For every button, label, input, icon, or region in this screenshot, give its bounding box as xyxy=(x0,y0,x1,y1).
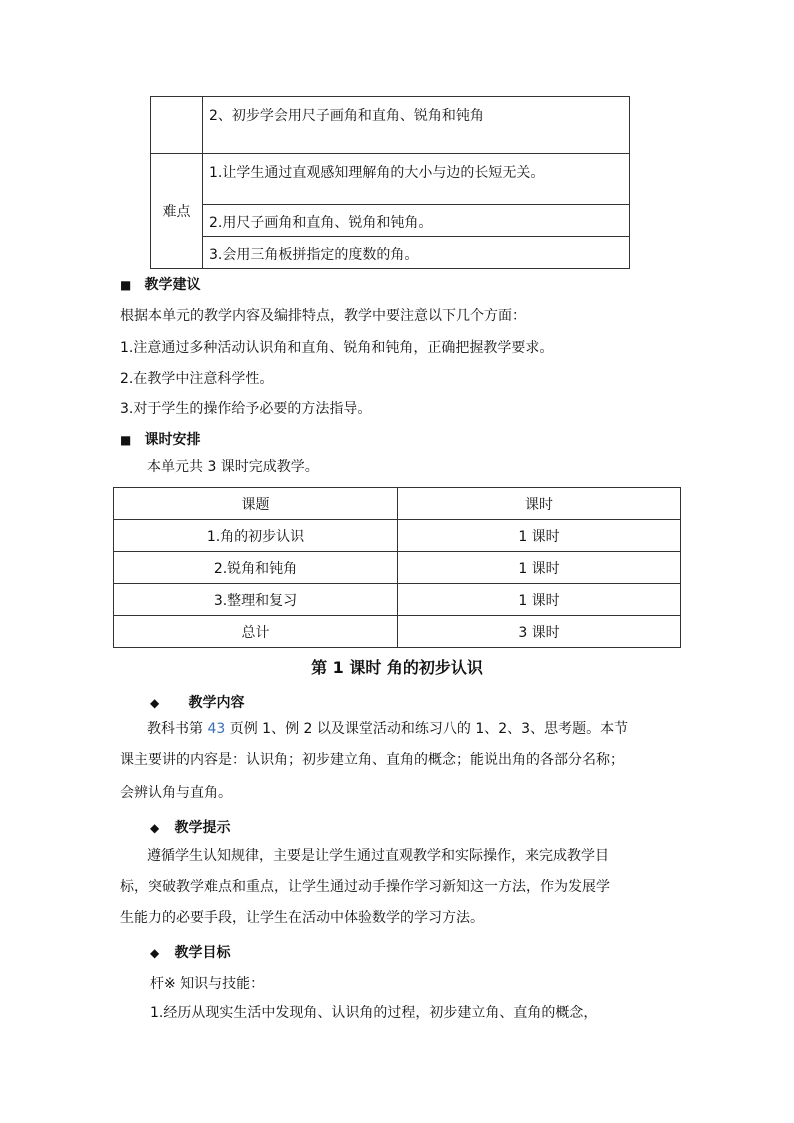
table-cell xyxy=(203,154,630,205)
column-header: 课题 xyxy=(114,488,398,520)
suggest-intro: 根据本单元的教学内容及编排特点，教学中要注意以下几个方面： xyxy=(120,308,526,324)
section-heading: 课时安排 xyxy=(144,432,201,448)
table-cell: 1.角的初步认识 xyxy=(114,520,398,552)
schedule-intro: 本单元共 3 课时完成教学。 xyxy=(147,459,319,475)
table-row xyxy=(114,616,681,648)
square-bullet-icon: ■ xyxy=(120,433,132,447)
table-cell: 2.锐角和钝角 xyxy=(114,552,398,584)
column-header: 课时 xyxy=(398,488,681,520)
table-cell xyxy=(203,237,630,269)
square-bullet-icon: ■ xyxy=(120,278,132,292)
table-cell: 总计 xyxy=(114,616,398,648)
schedule-heading xyxy=(120,430,200,450)
difficulty-table xyxy=(150,96,630,269)
section-heading: 教学提示 xyxy=(174,820,231,836)
table-cell: 1 课时 xyxy=(398,520,681,552)
hint-line: 标，突破教学难点和重点，让学生通过动手操作学习新知这一方法，作为发展学 xyxy=(120,879,610,895)
table-cell xyxy=(203,97,630,154)
schedule-table xyxy=(113,487,681,648)
suggest-item: 3.对于学生的操作给予必要的方法指导。 xyxy=(120,401,372,417)
table-cell: 3 课时 xyxy=(398,616,681,648)
hint-heading xyxy=(150,818,230,838)
cell-text: 3.会用三角板拼指定的度数的角。 xyxy=(209,247,419,263)
lesson-title: 第 1 课时 角的初步认识 xyxy=(311,658,483,677)
suggest-item: 1.注意通过多种活动认识角和直角、锐角和钝角，正确把握教学要求。 xyxy=(120,340,554,356)
suggest-heading xyxy=(120,275,200,295)
empty-label-cell xyxy=(151,97,203,154)
content-line: 课主要讲的内容是：认识角；初步建立角、直角的概念；能说出角的各部分名称； xyxy=(120,752,624,768)
table-cell: 3.整理和复习 xyxy=(114,584,398,616)
section-heading: 教学目标 xyxy=(174,945,231,961)
table-row xyxy=(114,552,681,584)
hint-line: 遵循学生认知规律，主要是让学生通过直观教学和实际操作，来完成教学目 xyxy=(147,848,609,864)
text-span: 教科书第 xyxy=(147,721,208,737)
goal-heading xyxy=(150,943,230,963)
difficulty-label: 难点 xyxy=(151,154,203,269)
goal-line: 1.经历从现实生活中发现角、认识角的过程，初步建立角、直角的概念， xyxy=(150,1005,598,1021)
content-heading xyxy=(150,693,244,713)
table-header-row xyxy=(114,488,681,520)
cell-text: 2.用尺子画角和直角、锐角和钝角。 xyxy=(209,215,433,231)
table-cell: 1 课时 xyxy=(398,584,681,616)
section-heading: 教学内容 xyxy=(188,695,245,711)
content-line xyxy=(147,719,628,739)
table-row xyxy=(114,584,681,616)
table-cell xyxy=(203,205,630,237)
goal-subheading: 杆※ 知识与技能： xyxy=(150,976,265,992)
hint-line: 生能力的必要手段，让学生在活动中体验数学的学习方法。 xyxy=(120,910,484,926)
page-number: 43 xyxy=(207,721,226,737)
cell-text: 1.让学生通过直观感知理解角的大小与边的长短无关。 xyxy=(209,165,545,181)
table-cell: 1 课时 xyxy=(398,552,681,584)
diamond-bullet-icon: ◆ xyxy=(150,696,160,710)
cell-text: 2、初步学会用尺子画角和直角、锐角和钝角 xyxy=(209,108,484,124)
diamond-bullet-icon: ◆ xyxy=(150,821,160,835)
diamond-bullet-icon: ◆ xyxy=(150,946,160,960)
section-heading: 教学建议 xyxy=(144,277,201,293)
content-line: 会辨认角与直角。 xyxy=(120,785,232,801)
table-row xyxy=(114,520,681,552)
suggest-item: 2.在教学中注意科学性。 xyxy=(120,371,274,387)
text-span: 页例 1、例 2 以及课堂活动和练习八的 1、2、3、思考题。本节 xyxy=(225,721,629,737)
